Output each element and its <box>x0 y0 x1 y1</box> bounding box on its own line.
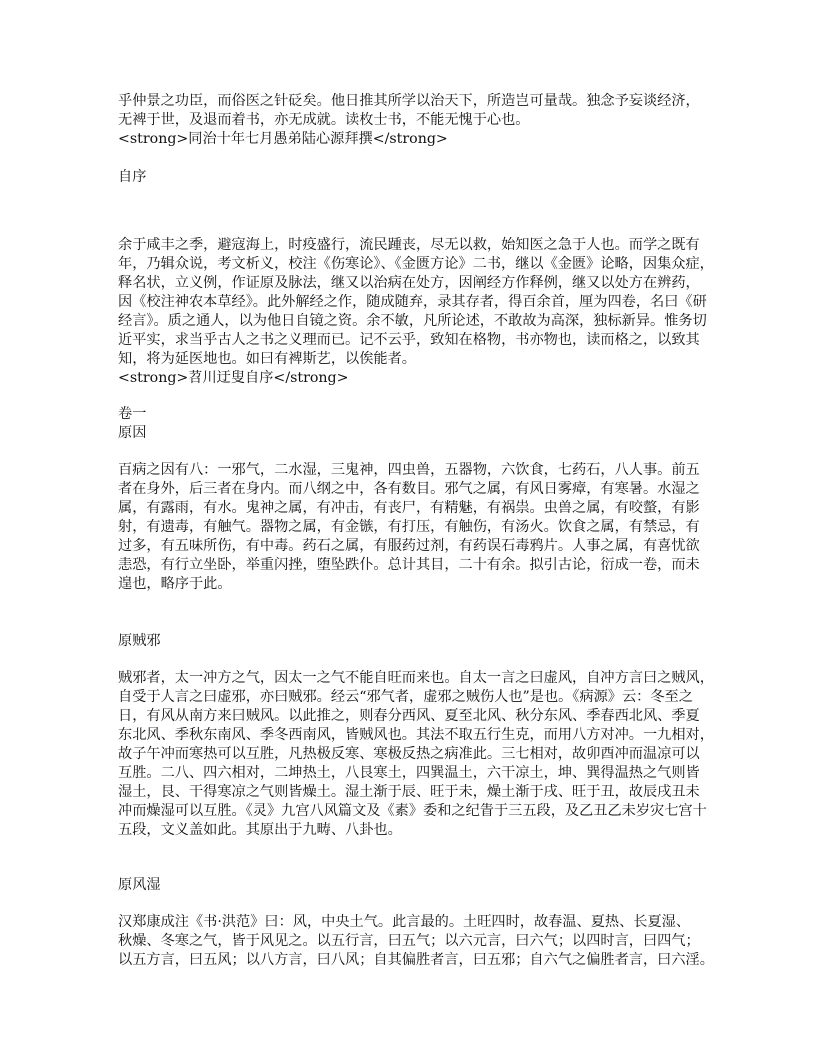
heading-self-preface: 自序 <box>118 169 147 185</box>
heading-evil: 原贼邪 <box>118 633 161 649</box>
evil-paragraph <box>118 669 718 840</box>
text-line: 乎仲景之功臣，而俗医之针砭矣。他日推其所学以治天下，所造岂可量哉。独念予妄谈经济， <box>118 93 700 109</box>
text-line: 秋燥、冬寒之气，皆于风见之。以五行言，曰五气；以六元言，曰六气；以四时言，曰四气； <box>118 933 700 949</box>
volume-title: 卷一 <box>118 406 147 422</box>
text-line: 释名状，立义例，作证原及脉法，继又以治病在处方，因阐经方作释例，继又以处方在辨药， <box>118 275 700 291</box>
text-line: 因《校注神农本草经》。此外解经之作，随成随弃，录其存者，得百余首，厘为四卷，名曰《研 <box>118 294 707 310</box>
text-line: 余于咸丰之季，避寇海上，时疫盛行，流民踵丧，尽无以救，始知医之急于人也。而学之既有 <box>118 237 700 253</box>
text-line: 知，将为延医地也。如曰有裨斯艺，以俟能者。 <box>118 351 416 367</box>
text-line: 经言》。质之通人，以为他日自镜之资。余不敏，凡所论述，不敢故为高深，独标新异。惟务切 <box>118 313 707 329</box>
text-line: 遑也，略序于此。 <box>118 576 232 592</box>
text-line: 年，乃辑众说，考文析义，校注《伤寒论》、《金匮方论》二书，继以《金匮》论略，因集众症， <box>118 256 714 272</box>
preface-ending <box>118 92 718 149</box>
wind-damp-paragraph <box>118 913 718 970</box>
text-line: 日，有风从南方来曰贼风。以此推之，则春分西风、夏至北风、秋分东风、季春西北风、季夏 <box>118 708 700 724</box>
text-line: 汉郑康成注《书·洪范》曰：风，中央土气。此言最的。土旺四时，故春温、夏热、长夏湿、 <box>118 914 691 930</box>
self-preface-paragraph <box>118 236 718 388</box>
text-line: 百病之因有八：一邪气，二水湿，三鬼神，四虫兽，五器物，六饮食，七药石，八人事。前五 <box>118 462 700 478</box>
text-line: 无裨于世，及退而着书，亦无成就。读枚士书，不能无愧于心也。 <box>118 112 530 128</box>
text-line: 者在身外，后三者在身内。而八纲之中，各有数目。邪气之属，有风日雾瘴，有寒暑。水湿之 <box>118 481 700 497</box>
signature-line: <strong>同治十年七月愚弟陆心源拜撰</strong> <box>118 131 448 147</box>
text-line: 湿土，艮、干得寒凉之气则皆燥土。湿土渐于辰、旺于未，燥土渐于戌、旺于丑，故辰戌丑未 <box>118 784 700 800</box>
text-line: 自受于人言之曰虚邪，亦曰贼邪。经云“邪气者，虚邪之贼伤人也”是也。《病源》云：冬至之 <box>118 689 693 705</box>
heading-causes: 原因 <box>118 425 147 441</box>
signature-line: <strong>苕川迂叟自序</strong> <box>118 370 349 386</box>
causes-paragraph <box>118 461 718 594</box>
text-line: 互胜。二八、四六相对，二坤热土，八艮寒土，四巽温土，六干凉土，坤、巽得温热之气则皆 <box>118 765 700 781</box>
text-line: 贼邪者，太一冲方之气，因太一之气不能自旺而来也。自太一言之曰虚风，自冲方言曰之贼风， <box>118 670 714 686</box>
text-line: 冲而燥湿可以互胜。《灵》九宫八风篇文及《素》委和之纪眚于三五段，及乙丑乙未岁灾七宫十 <box>118 803 707 819</box>
text-line: 以五方言，曰五风；以八方言，曰八风；自其偏胜者言，曰五邪；自六气之偏胜者言，曰六淫。 <box>118 952 714 968</box>
text-line: 东北风、季秋东南风、季冬西南风，皆贼风也。其法不取五行生克，而用八方对冲。一九相对， <box>118 727 714 743</box>
text-line: 射，有遗毒，有触气。器物之属，有金镞，有打压，有触伤，有汤火。饮食之属，有禁忌，有 <box>118 519 700 535</box>
text-line: 近平实，求当乎古人之书之义理而已。记不云乎，致知在格物，书亦物也，读而格之，以致其 <box>118 332 700 348</box>
text-line: 五段，文义盖如此。其原出于九畴、八卦也。 <box>118 822 402 838</box>
text-line: 故子午冲而寒热可以互胜，凡热极反寒、寒极反热之病准此。三七相对，故卯酉冲而温凉可以 <box>118 746 700 762</box>
text-line: 过多，有五味所伤，有中毒。药石之属，有服药过剂，有药误石毒鸦片。人事之属，有喜忧欲 <box>118 538 700 554</box>
heading-wind-damp: 原风湿 <box>118 877 161 893</box>
text-line: 恚恐，有行立坐卧，举重闪挫，堕坠跌仆。总计其目，二十有余。拟引古论，衍成一卷，而未 <box>118 557 700 573</box>
text-line: 属，有露雨，有水。鬼神之属，有冲击，有丧尸，有精魅，有祸祟。虫兽之属，有咬螫，有影 <box>118 500 700 516</box>
